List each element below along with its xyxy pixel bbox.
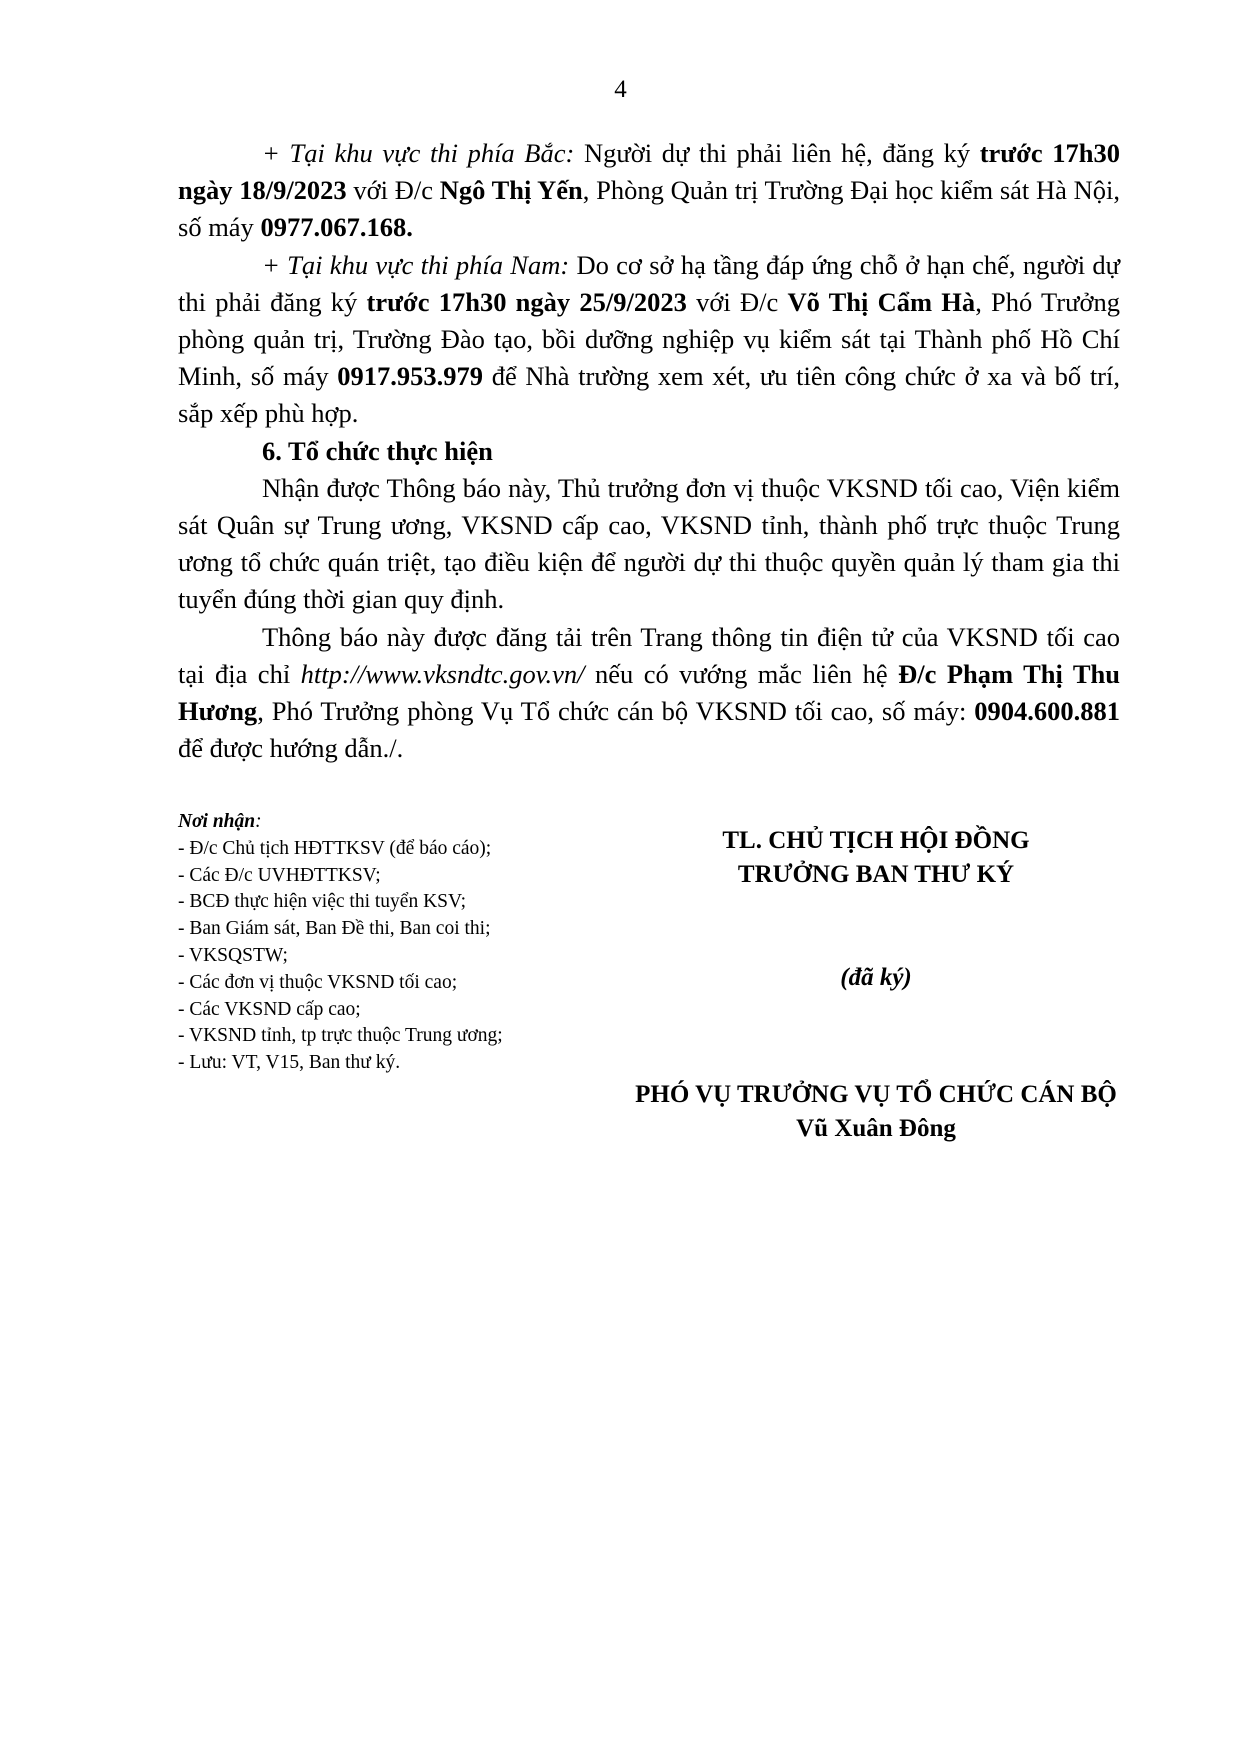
recipient-item: - Lưu: VT, V15, Ban thư ký.: [178, 1052, 401, 1074]
paragraph-implementation: Nhận được Thông báo này, Thủ trưởng đơn vị thuộc VKSND tối cao, Viện kiểm sát Quân sự Trung ương, VKSND cấp cao, VKSND tỉnh, thành phố trực thuộc Trung ương tổ chức quán triệt, tạo điều kiện để người dự thi thuộc quyền quản lý tham gia thi tuyển đúng thời gian quy định.: [178, 472, 1120, 615]
north-region-lead: + Tại khu vực thi phía Bắc:: [262, 138, 575, 168]
north-text-2: với Đ/c: [346, 175, 440, 206]
recipients-block: [178, 809, 598, 1077]
recipient-item: - BCĐ thực hiện việc thi tuyển KSV;: [178, 891, 467, 913]
south-text-2: với Đ/c: [686, 286, 788, 317]
recipient-item: - Các VKSND cấp cao;: [178, 998, 361, 1020]
section-heading: 6. Tổ chức thực hiện: [262, 435, 493, 466]
north-contact-name: Ngô Thị Yến: [439, 175, 583, 206]
signatory-name: Vũ Xuân Đông: [796, 1115, 956, 1142]
north-phone: 0977.067.168.: [260, 212, 413, 243]
north-text-3: , Phòng Quản trị Trường Đại học kiểm sát Hà Nội, số máy: [178, 175, 1121, 243]
south-deadline: trước 17h30 ngày 25/9/2023: [366, 286, 687, 317]
publish-text-1: Thông báo này được đăng tải trên Trang thông tin điện tử của VKSND tối cao tại địa chỉ: [178, 621, 1120, 689]
south-text-1: Do cơ sở hạ tầng đáp ứng chỗ ở hạn chế, người dự thi phải đăng ký: [178, 249, 1120, 317]
signature-status: (đã ký): [840, 964, 912, 991]
south-contact-name: Võ Thị Cẩm Hà: [787, 286, 976, 317]
south-region-lead: + Tại khu vực thi phía Nam:: [262, 249, 570, 280]
recipients-title: Nơi nhận:: [178, 811, 262, 832]
south-text-4: để Nhà trường xem xét, ưu tiên công chức ở xa và bố trí, sắp xếp phù hợp.: [178, 361, 1120, 429]
north-deadline: trước 17h30 ngày 18/9/2023: [178, 138, 1120, 206]
recipient-item: - VKSND tỉnh, tp trực thuộc Trung ương;: [178, 1025, 503, 1047]
paragraph-north-region: [178, 135, 1120, 247]
paragraph-south-region: [178, 247, 1120, 433]
south-phone: 0917.953.979: [337, 361, 484, 392]
website-url: http://www.vksndtc.gov.vn/: [300, 658, 585, 689]
publish-contact-name: Đ/c Phạm Thị Thu Hương: [178, 658, 1120, 727]
recipients-list: [178, 836, 598, 1077]
publish-text-4: để được hướng dẫn./.: [178, 733, 404, 764]
publish-text-2: nếu có vướng mắc liên hệ: [584, 658, 899, 689]
page-number: 4: [614, 76, 627, 103]
document-body: [178, 135, 1120, 767]
south-text-3: , Phó Trưởng phòng quản trị, Trường Đào tạo, bồi dưỡng nghiệp vụ kiểm sát tại Thành phố Hồ Chí Minh, số máy: [178, 286, 1120, 392]
paragraph-publish: [178, 619, 1120, 768]
signature-line-1: TL. CHỦ TỊCH HỘI ĐỒNG: [722, 827, 1030, 854]
recipient-item: - Đ/c Chủ tịch HĐTTKSV (để báo cáo);: [178, 837, 492, 859]
recipient-item: - VKSQSTW;: [178, 944, 288, 966]
signature-title: [606, 824, 1146, 892]
recipient-item: - Các đơn vị thuộc VKSND tối cao;: [178, 971, 458, 993]
signatory-block: [606, 1078, 1146, 1146]
signatory-position: PHÓ VỤ TRƯỞNG VỤ TỔ CHỨC CÁN BỘ: [635, 1081, 1117, 1108]
publish-phone: 0904.600.881: [974, 696, 1120, 727]
signature-line-2: TRƯỞNG BAN THƯ KÝ: [737, 861, 1015, 888]
recipient-item: - Ban Giám sát, Ban Đề thi, Ban coi thi;: [178, 918, 491, 940]
recipient-item: - Các Đ/c UVHĐTTKSV;: [178, 864, 381, 886]
north-text-1: Người dự thi phải liên hệ, đăng ký: [574, 138, 980, 168]
publish-text-3: , Phó Trưởng phòng Vụ Tổ chức cán bộ VKSND tối cao, số máy:: [257, 696, 975, 727]
